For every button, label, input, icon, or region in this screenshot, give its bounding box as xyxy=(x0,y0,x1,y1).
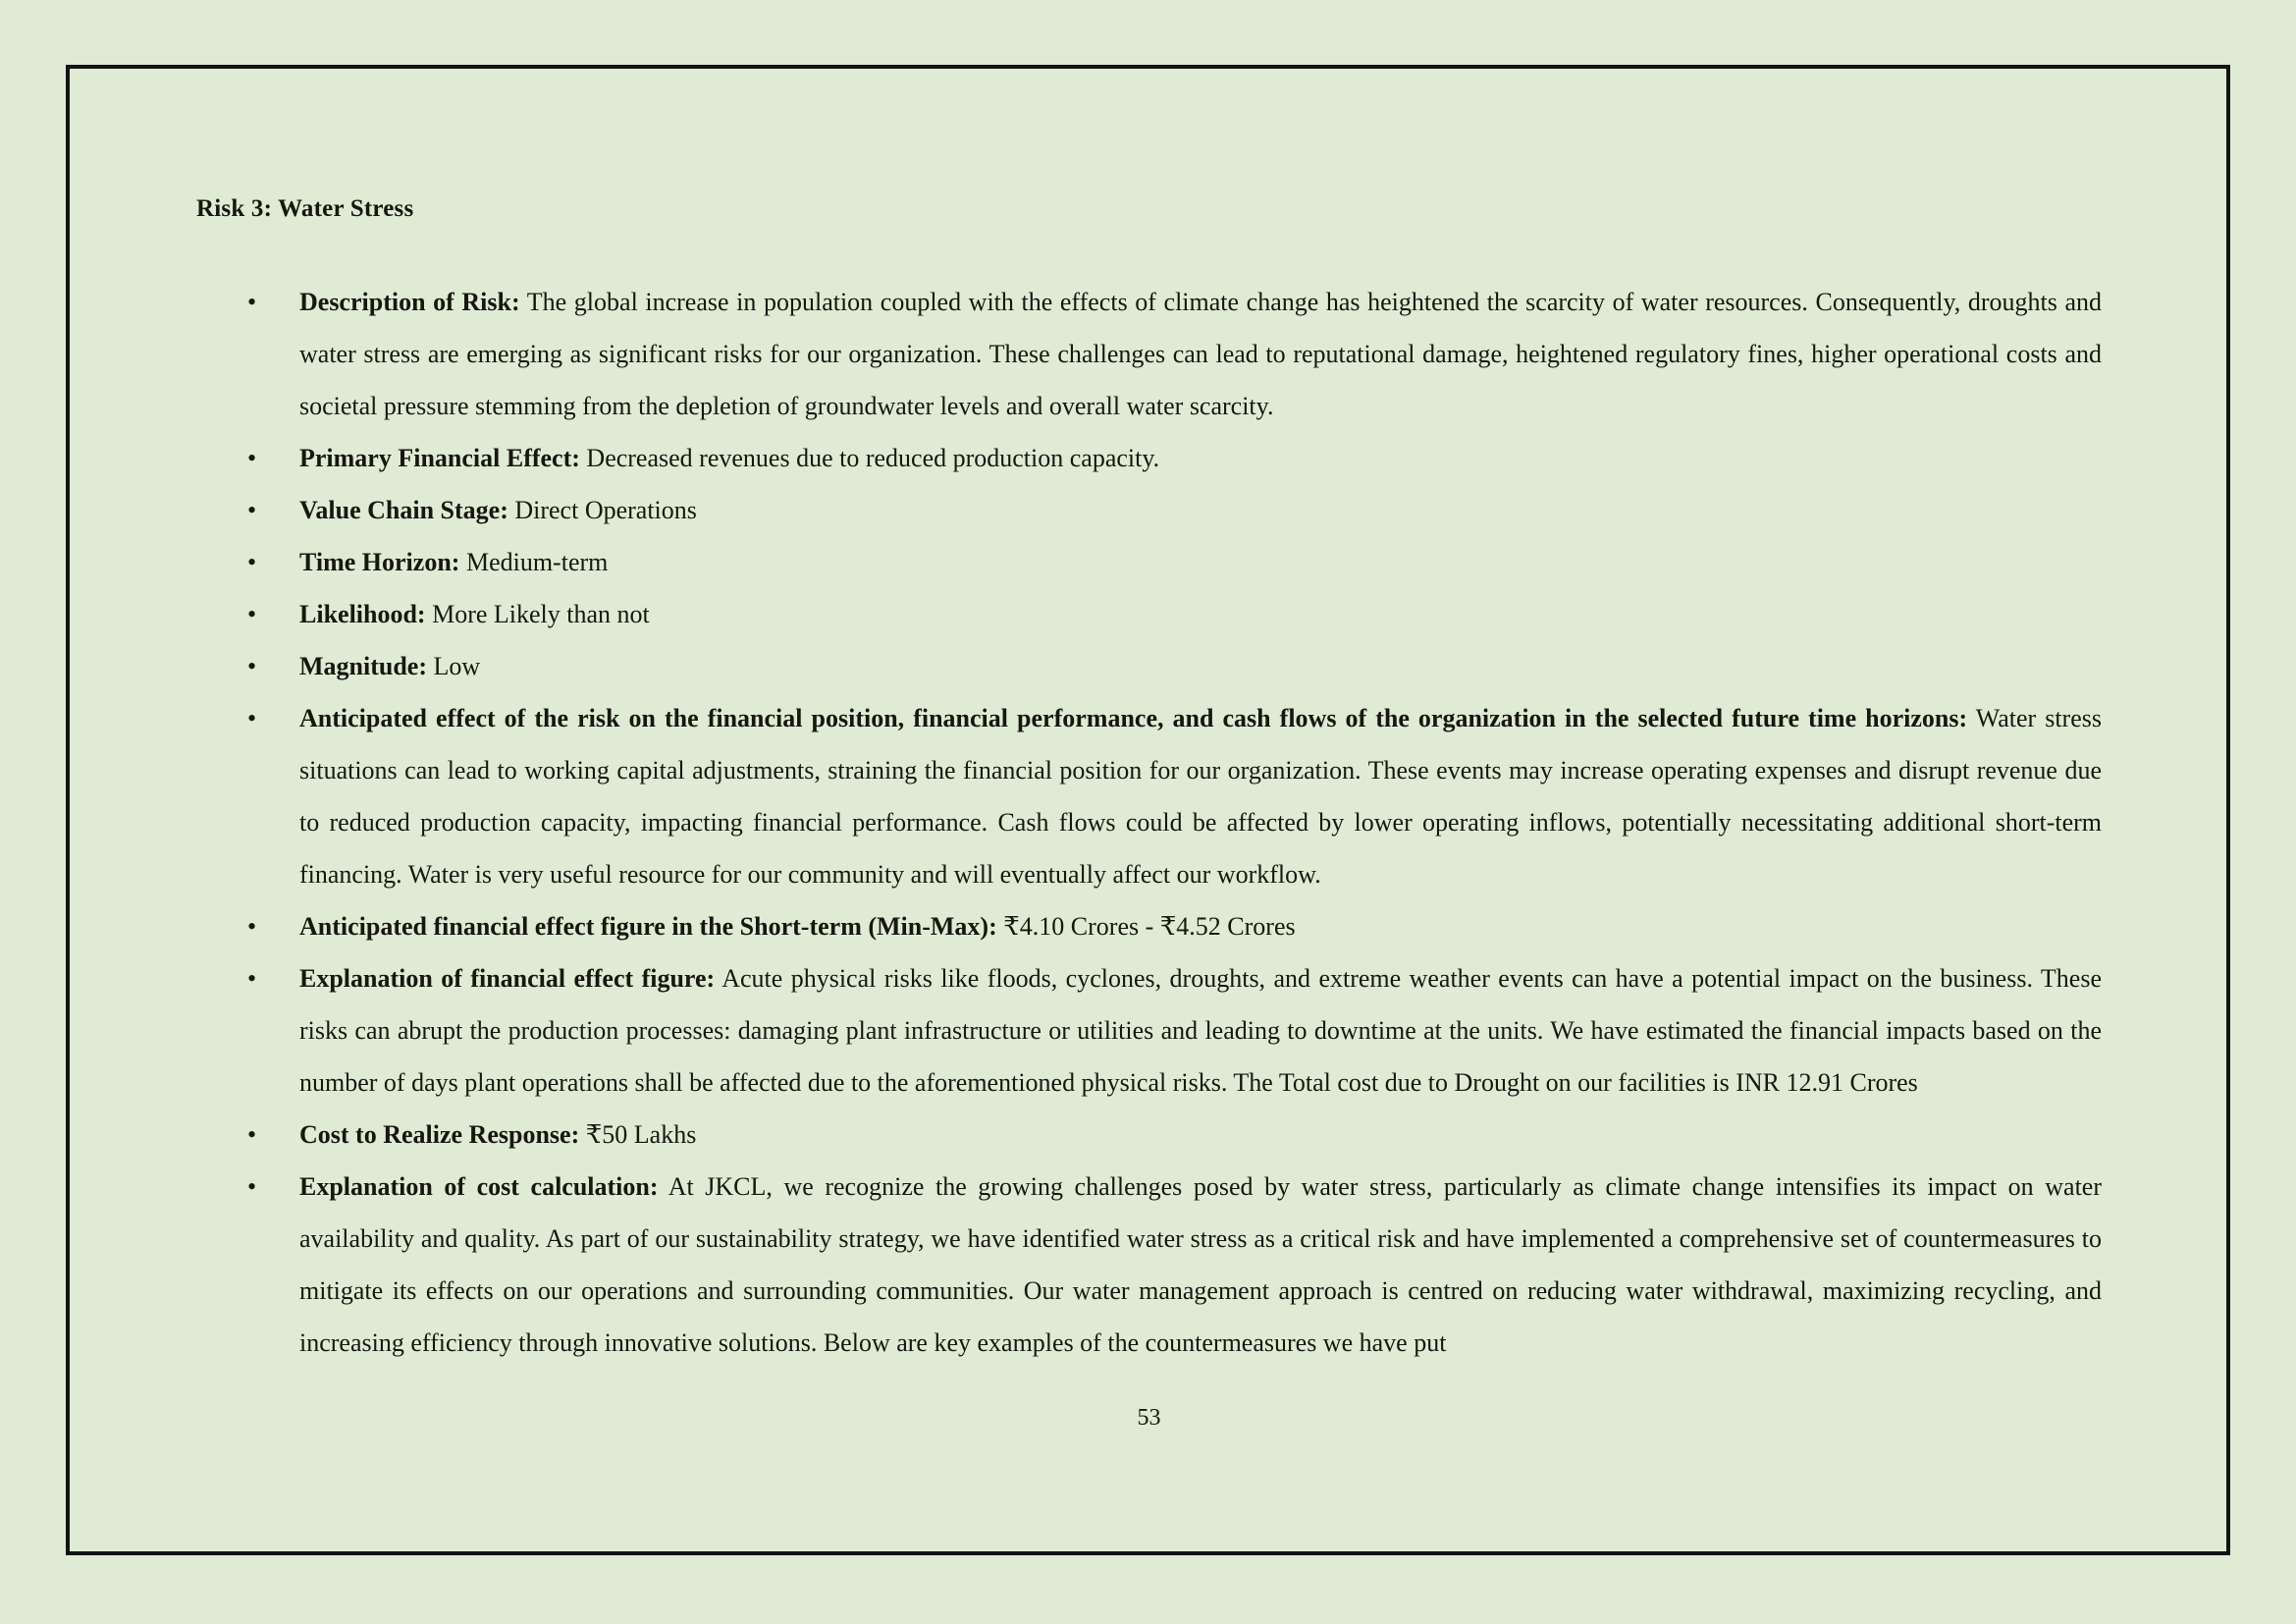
bullet-label: Time Horizon: xyxy=(299,548,460,576)
bullet-text: Water stress situations can lead to working capital adjustments, straining the financial position for our organization. These events may increase operating expenses and disrupt revenue due to reduced production capacity, impacting financial performance. Cash flows could be affected by lower operating inflows, potentially necessitating additional short-term financing. Water is very useful resource for our community and will eventually affect our workflow. xyxy=(299,704,2102,889)
bullet-label: Anticipated financial effect figure in the Short-term (Min-Max): xyxy=(299,912,997,941)
bullet-label: Magnitude: xyxy=(299,652,427,680)
bullet-label: Anticipated effect of the risk on the financial position, financial performance, and cash flows of the organization in the selected future time horizons: xyxy=(299,704,1968,732)
list-item xyxy=(196,640,2102,692)
bullet-text: The global increase in population coupled with the effects of climate change has heightened the scarcity of water resources. Consequently, droughts and water stress are emerging as significant risks for our organization. These challenges can lead to reputational damage, heightened regulatory fines, higher operational costs and societal pressure stemming from the depletion of groundwater levels and overall water scarcity. xyxy=(299,288,2103,420)
bullet-text: ₹50 Lakhs xyxy=(585,1120,697,1149)
list-item xyxy=(196,588,2102,640)
bullet-label: Description of Risk: xyxy=(299,288,520,316)
bullet-text: Low xyxy=(433,652,481,680)
page-border-frame xyxy=(66,65,2230,1555)
bullet-label: Explanation of cost calculation: xyxy=(299,1172,659,1201)
section-heading: Risk 3: Water Stress xyxy=(196,195,414,222)
list-item xyxy=(196,432,2102,484)
page-number: 53 xyxy=(1137,1405,1161,1431)
bullet-label: Primary Financial Effect: xyxy=(299,444,580,472)
list-item xyxy=(196,692,2102,900)
bullet-label: Likelihood: xyxy=(299,600,426,628)
bullet-text: More Likely than not xyxy=(432,600,650,628)
bullet-text: ₹4.10 Crores - ₹4.52 Crores xyxy=(1003,912,1296,941)
bullet-text: At JKCL, we recognize the growing challenges posed by water stress, particularly as climate change intensifies its impact on water availability and quality. As part of our sustainability strategy, we have identified water stress as a critical risk and have implemented a comprehensive set of countermeasures to mitigate its effects on our operations and surrounding communities. Our water management approach is centred on reducing water withdrawal, maximizing recycling, and increasing efficiency through innovative solutions. Below are key examples of the countermeasures we have put xyxy=(299,1172,2102,1357)
list-item xyxy=(196,536,2102,588)
list-item xyxy=(196,900,2102,952)
bullet-label: Explanation of financial effect figure: xyxy=(299,964,716,993)
bullet-text: Direct Operations xyxy=(514,496,697,524)
risk-detail-list xyxy=(196,276,2102,1369)
list-item xyxy=(196,276,2102,432)
list-item xyxy=(196,1161,2102,1369)
bullet-label: Cost to Realize Response: xyxy=(299,1120,580,1149)
list-item xyxy=(196,952,2102,1109)
bullet-text: Medium-term xyxy=(465,548,609,576)
bullet-label: Value Chain Stage: xyxy=(299,496,508,524)
bullet-text: Decreased revenues due to reduced production capacity. xyxy=(586,444,1160,472)
list-item xyxy=(196,484,2102,536)
bullet-text: Acute physical risks like floods, cyclones, droughts, and extreme weather events can have a potential impact on the business. These risks can abrupt the production processes: damaging plant infrastructure or utilities and leading to downtime at the units. We have estimated the financial impacts based on the number of days plant operations shall be affected due to the aforementioned physical risks. The Total cost due to Drought on our facilities is INR 12.91 Crores xyxy=(299,964,2102,1097)
list-item xyxy=(196,1109,2102,1161)
